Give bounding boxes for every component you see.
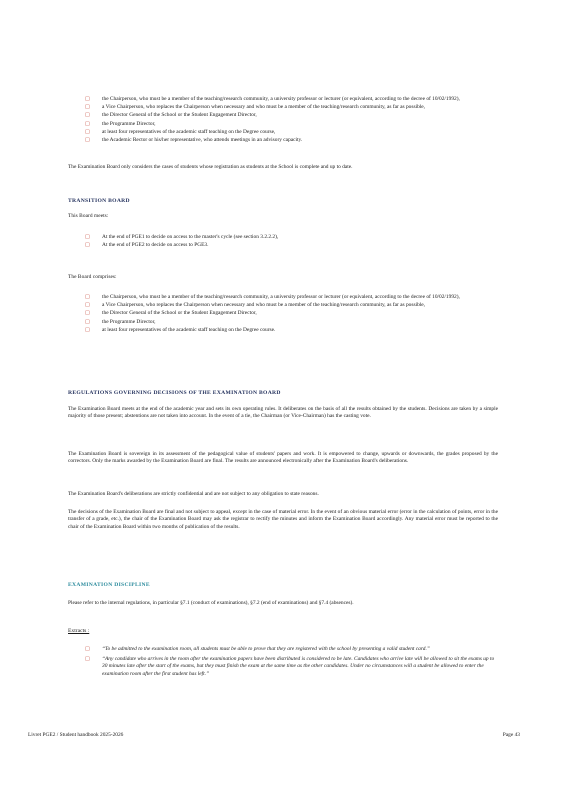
list-item: □ the Programme Director,	[85, 120, 156, 127]
bullet-icon: □	[85, 234, 90, 240]
extracts-label: Extracts :	[68, 628, 90, 634]
footer-left: Livret PGE2 / Student handbook 2025-2026	[28, 732, 124, 738]
bullet-icon: □	[85, 242, 90, 249]
discipline-heading: EXAMINATION DISCIPLINE	[68, 582, 150, 588]
discipline-intro: Please refer to the internal regulations, in particular §7.1 (conduct of examinations), §7.2 (end of examinations) and §7.4 (absences).	[68, 600, 354, 606]
list-item: □ the Programme Director,	[85, 318, 156, 325]
bullet-icon: □	[85, 646, 90, 652]
bullet-icon: □	[85, 112, 90, 119]
regulations-paragraph: The Examination Board meets at the end of the academic year and sets its own operating rules. It deliberates on the basis of all the results obtained by the students. Decisions are taken by a simple majority of those present; abstentions are not taken into account. In the event of a tie, the Chairman (or Vice-Chairman) has the casting vote.	[68, 406, 498, 420]
bullet-icon: □	[85, 128, 90, 135]
bullet-icon: □	[85, 120, 90, 127]
list-item: □ At the end of PGE1 to decide on access to the master's cycle (see section 3.2.2.2),	[85, 234, 279, 240]
transition-board-heading: TRANSITION BOARD	[68, 198, 130, 204]
list-item: □ a Vice Chairperson, who replaces the Chairperson when necessary and who must be a member of the teaching/research community, as far as possible,	[85, 302, 426, 309]
bullet-icon: □	[85, 310, 90, 317]
list-item: □ At the end of PGE2 to decide on access to PGE3.	[85, 242, 209, 249]
bullet-icon: □	[85, 326, 90, 333]
transition-comprises-list	[85, 294, 480, 335]
bullet-icon: □	[85, 104, 90, 111]
bullet-icon: □	[85, 302, 90, 309]
regulations-paragraph: The decisions of the Examination Board are final and not subject to appeal, except in the case of material error. In the event of an obvious material error (error in the calculation of points, error in the transfer of a grade, etc.), the chair of the Examination Board may ask the registrar to rectify the minutes and inform the Examination Board accordingly. Any material error must be reported to the chair of the Examination Board within two months of publication of the results.	[68, 509, 498, 530]
list-item: □ the Chairperson, who must be a member of the teaching/research community, a university professor or lecturer (or equivalent, according to the decree of 10/02/1992),	[85, 96, 460, 102]
examination-board-note: The Examination Board only considers the cases of students whose registration as students at the School is complete and up to date.	[68, 164, 353, 170]
extracts-list	[85, 646, 495, 681]
list-item: □ “Any candidate who arrives in the room after the examination papers have been distributed is considered to be late. Candidates who arrive late will be allowed to sit the exams up to 30 minutes late after the start of the exams, but they must finish the exam at the same time as the other candidates. Under no circumstances will a student be allowed to enter the examination room after the first student has left.”	[85, 656, 495, 677]
bullet-icon: □	[85, 96, 90, 102]
list-item: □ a Vice Chairperson, who replaces the Chairperson when necessary and who must be a member of the teaching/research community, as far as possible,	[85, 104, 426, 111]
bullet-icon: □	[85, 136, 90, 143]
list-item: □ at least four representatives of the academic staff teaching on the Degree course,	[85, 128, 276, 135]
transition-meets-list	[85, 234, 480, 250]
regulations-heading: REGULATIONS GOVERNING DECISIONS OF THE EXAMINATION BOARD	[68, 390, 281, 396]
page-number: Page 43	[502, 732, 520, 738]
bullet-icon: □	[85, 318, 90, 325]
list-item: □ “To be admitted to the examination room, all students must be able to prove that they are registered with the school by presenting a valid student card.”	[85, 646, 430, 652]
regulations-paragraph: The Examination Board's deliberations are strictly confidential and are not subject to any obligation to state reasons.	[68, 491, 319, 497]
meets-label: This Board meets:	[68, 213, 109, 219]
list-item: □ the Director General of the School or the Student Engagement Director,	[85, 112, 257, 119]
bullet-icon: □	[85, 656, 90, 662]
list-item: □ the Chairperson, who must be a member of the teaching/research community, a university professor or lecturer (or equivalent, according to the decree of 10/02/1992),	[85, 294, 460, 300]
list-item: □ at least four representatives of the academic staff teaching on the Degree course.	[85, 326, 276, 333]
examination-board-members	[85, 96, 480, 145]
regulations-paragraph: The Examination Board is sovereign in its assessment of the pedagogical value of students' papers and work. It is empowered to change, upwards or downwards, the grades proposed by the correctors. Only the marks awarded by the Examination Board are final. The results are announced electronically after the Examination Board's deliberations.	[68, 451, 498, 465]
bullet-icon: □	[85, 294, 90, 300]
list-item: □ the Director General of the School or the Student Engagement Director,	[85, 310, 257, 317]
list-item: □ the Academic Rector or his/her representative, who attends meetings in an advisory capacity.	[85, 136, 303, 143]
comprises-label: The Board comprises:	[68, 274, 117, 280]
